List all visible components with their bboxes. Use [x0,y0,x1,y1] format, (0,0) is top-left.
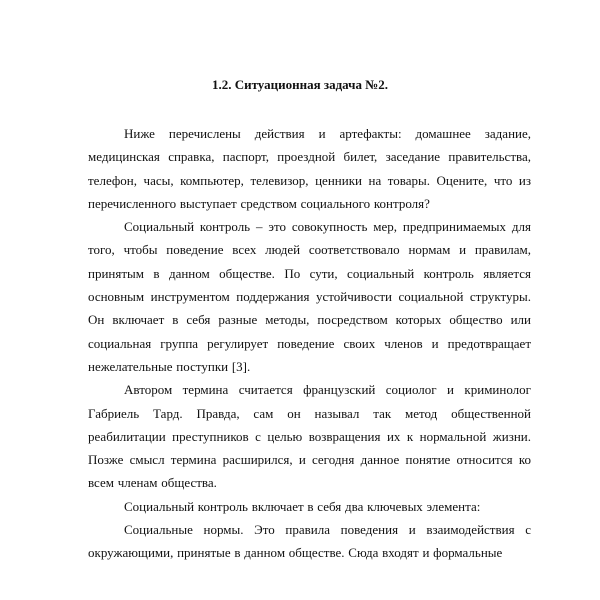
paragraph-social-control-definition: Социальный контроль – это совокупность мер, предпринимаемых для того, чтобы поведение всех людей соответствовало нормам и правилам, принятым в данном обществе. По сути, социальный контроль является основным инструментом поддержания устойчивости социальной структуры. Он включает в себя разные методы, посредством которых общество или социальная группа регулирует поведение своих членов и предотвращает нежелательные поступки [3]. [88,219,531,374]
paragraph-social-norms: Социальные нормы. Это правила поведения и взаимодействия с окружающими, принятые в данном обществе. Сюда входят и формальные [88,522,531,561]
document-body [88,122,531,565]
paragraph-artifacts-question: Ниже перечислены действия и артефакты: домашнее задание, медицинская справка, паспорт, проездной билет, заседание правительства, телефон, часы, компьютер, телевизор, ценники на товары. Оцените, что из перечисленного выступает средством социального контроля? [88,126,531,211]
section-heading: 1.2. Ситуационная задача №2. [211,77,389,92]
paragraph-term-author: Автором термина считается французский социолог и криминолог Габриель Тард. Правда, сам он называл так метод общественной реабилитации преступников с целью возвращения их к нормальной жизни. Позже смысл термина расширился, и сегодня данное понятие относится ко всем членам общества. [88,382,531,491]
paragraph-key-elements: Социальный контроль включает в себя два ключевых элемента: [124,498,481,514]
